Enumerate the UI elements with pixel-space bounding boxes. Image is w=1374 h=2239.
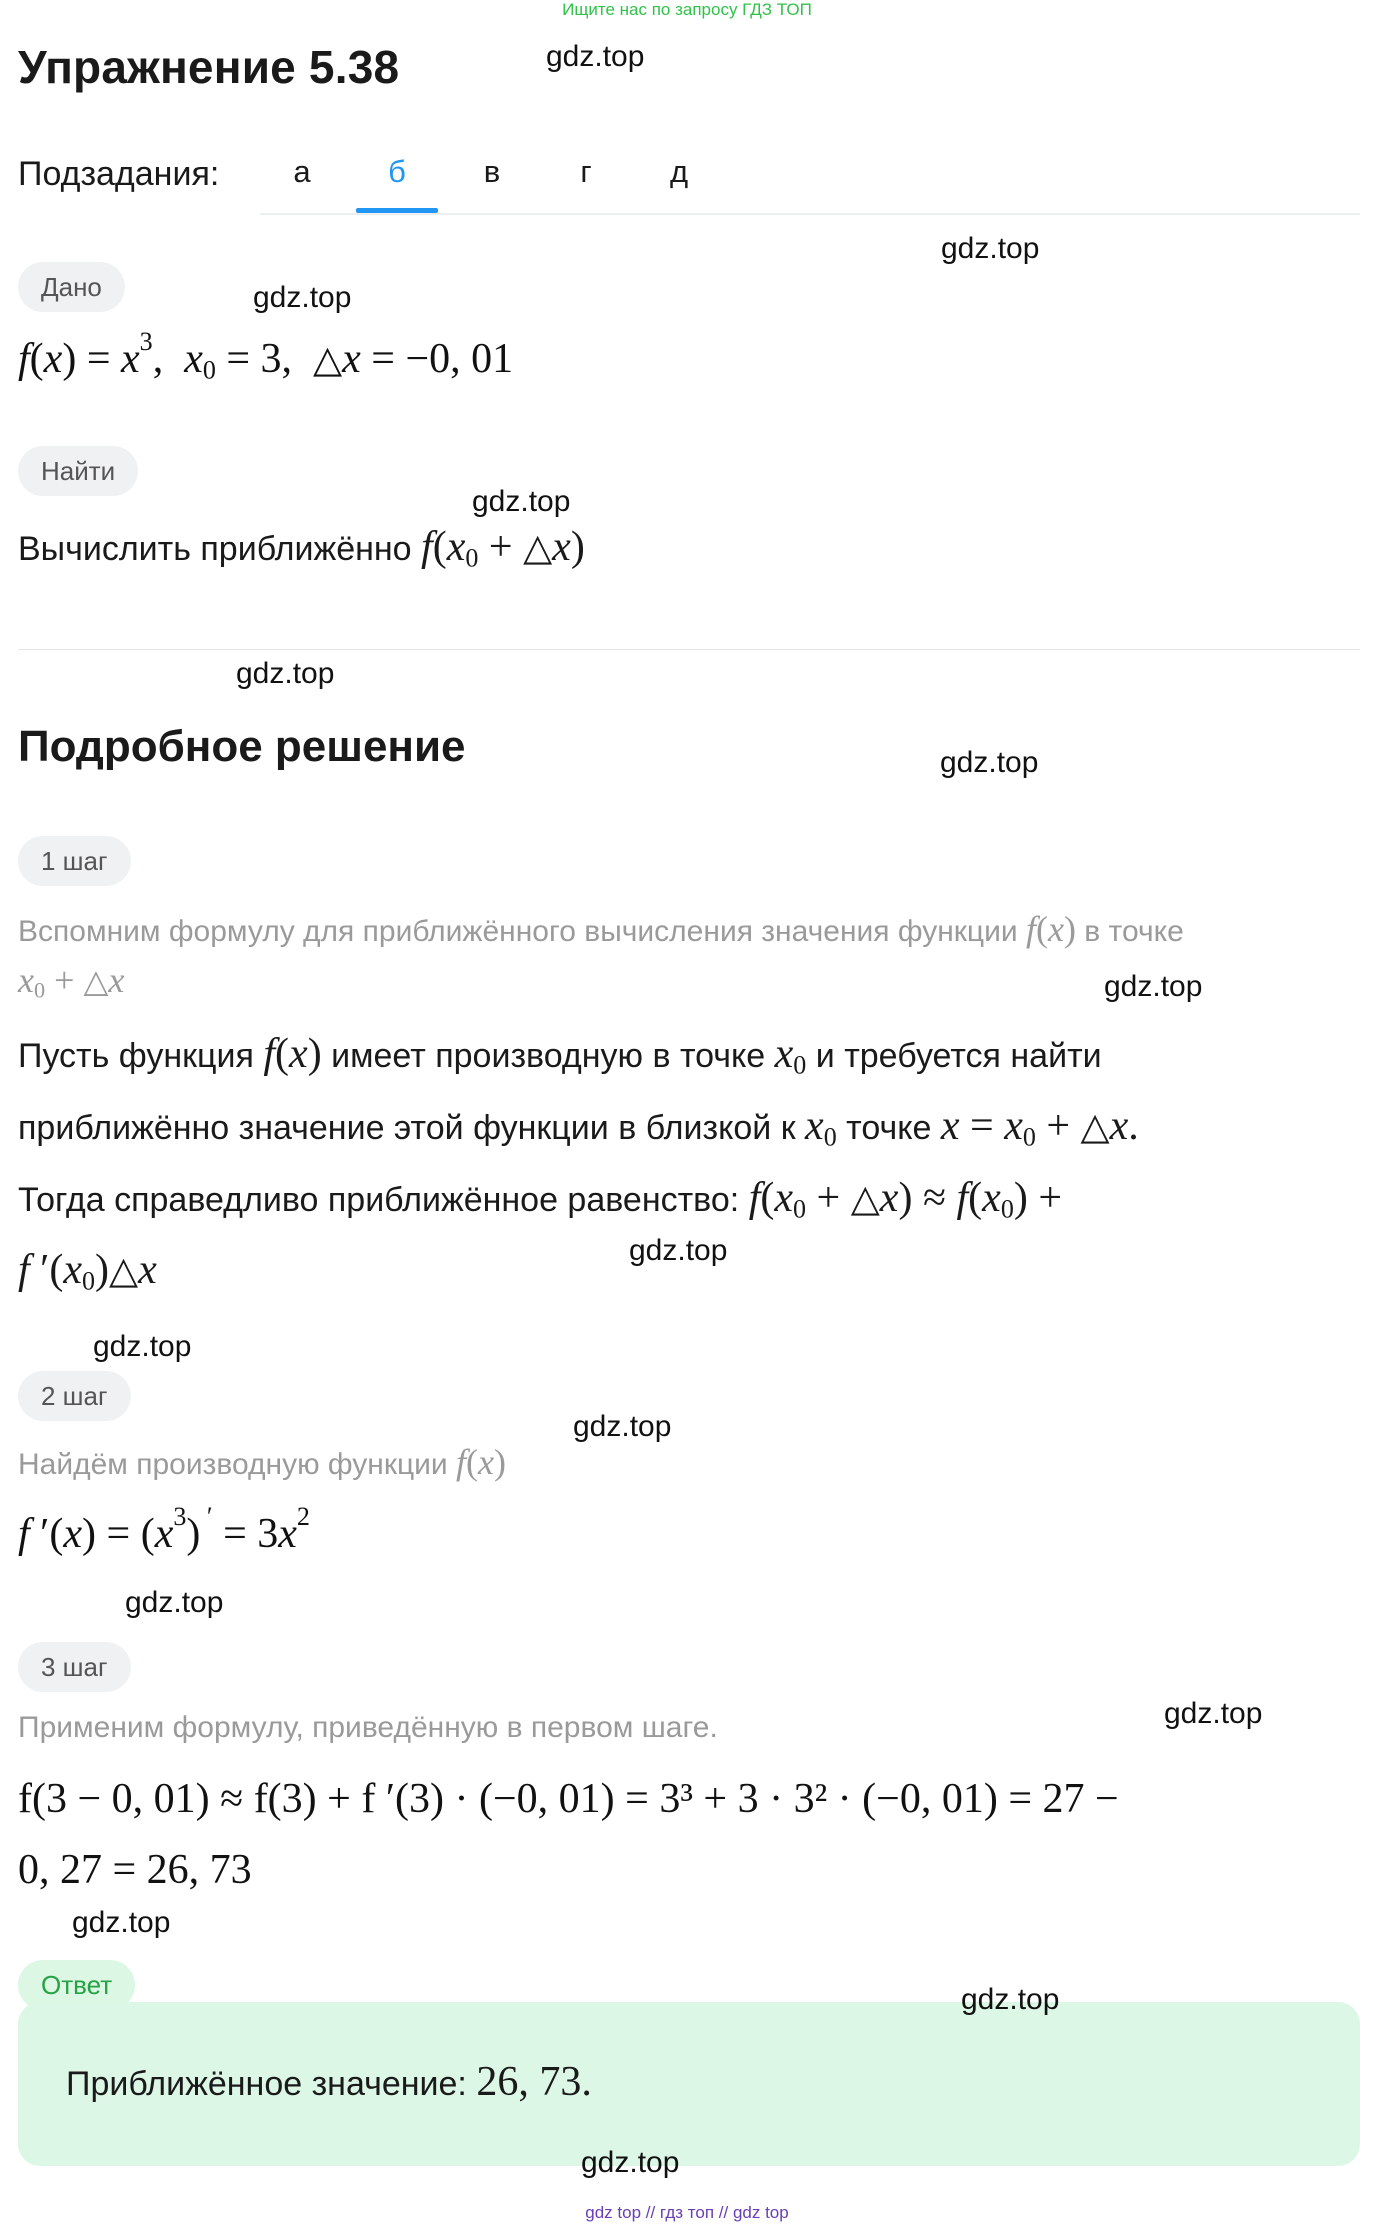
- subtabs-divider: [260, 213, 1360, 215]
- watermark: gdz.top: [236, 657, 335, 690]
- active-tab-indicator: [356, 208, 438, 213]
- subtask-tab-a[interactable]: а: [293, 154, 311, 189]
- watermark: gdz.top: [1104, 970, 1203, 1003]
- step-1-line-2: приближённо значение этой функции в близкой к $x_0$ точке $x = x_0$ + △x.: [18, 1103, 1139, 1152]
- subtasks-label: Подзадания:: [18, 155, 220, 193]
- given-badge: Дано: [18, 262, 125, 312]
- solution-title: Подробное решение: [18, 722, 466, 771]
- step-3-calc-line-1: f(3 − 0, 01) ≈ f(3) + f ′(3) · (−0, 01) = 3³ + 3 · 3² · (−0, 01) = 27 −: [18, 1776, 1119, 1822]
- subtask-tab-b[interactable]: б: [388, 154, 406, 189]
- subtask-tab-g[interactable]: г: [580, 154, 592, 189]
- step-2-derivative: f $'(x) = (x^3) ' = 3x^2$: [18, 1501, 310, 1557]
- watermark: gdz.top: [93, 1330, 192, 1363]
- step-1-hint: Вспомним формулу для приближённого вычисления значения функции f(x) в точке $x_0$ + △x: [18, 909, 1184, 1003]
- watermark: gdz.top: [72, 1906, 171, 1939]
- subtask-tab-d[interactable]: д: [669, 154, 689, 189]
- find-badge: Найти: [18, 446, 138, 496]
- watermark: gdz.top: [125, 1586, 224, 1619]
- step-3-hint: Применим формулу, приведённую в первом шаге.: [18, 1711, 718, 1744]
- step-1-line-1: Пусть функция f(x) имеет производную в точке $x_0$ и требуется найти: [18, 1031, 1102, 1080]
- watermark: gdz.top: [629, 1234, 728, 1267]
- step-3-badge: 3 шаг: [18, 1642, 131, 1692]
- watermark: gdz.top: [581, 2146, 680, 2179]
- section-divider: [18, 649, 1360, 650]
- step-1-line-4: f $'(x_0)\triangle x$: [18, 1247, 157, 1296]
- find-text: Вычислить приближённо $f(x_0$ + △x): [18, 524, 585, 573]
- page-title: Упражнение 5.38: [18, 41, 400, 93]
- top-banner: Ищите нас по запросу ГДЗ ТОП: [562, 0, 812, 19]
- step-3-calc-line-2: 0, 27 = 26, 73: [18, 1847, 252, 1893]
- watermark: gdz.top: [940, 746, 1039, 779]
- step-2-badge: 2 шаг: [18, 1371, 131, 1421]
- watermark: gdz.top: [573, 1410, 672, 1443]
- subtask-tab-v[interactable]: в: [483, 154, 501, 189]
- watermark: gdz.top: [546, 40, 645, 73]
- step-1-line-3: Тогда справедливо приближённое равенство: $f(x_0$ + △x) ≈ $f(x_0)$ +: [18, 1175, 1063, 1224]
- given-expression: $f(x) = x^3$, $x_0 = 3$, △x = −0, 01: [18, 326, 514, 385]
- watermark: gdz.top: [253, 281, 352, 314]
- watermark: gdz.top: [1164, 1697, 1263, 1730]
- step-1-badge: 1 шаг: [18, 836, 131, 886]
- footer-links: gdz top // гдз топ // gdz top: [585, 2203, 789, 2222]
- watermark: gdz.top: [941, 232, 1040, 265]
- answer-badge: Ответ: [18, 1960, 135, 2010]
- watermark: gdz.top: [472, 485, 571, 518]
- answer-text: Приближённое значение: 26, 73.: [66, 2059, 592, 2105]
- watermark: gdz.top: [961, 1983, 1060, 2016]
- step-2-hint: Найдём производную функции f(x): [18, 1442, 506, 1482]
